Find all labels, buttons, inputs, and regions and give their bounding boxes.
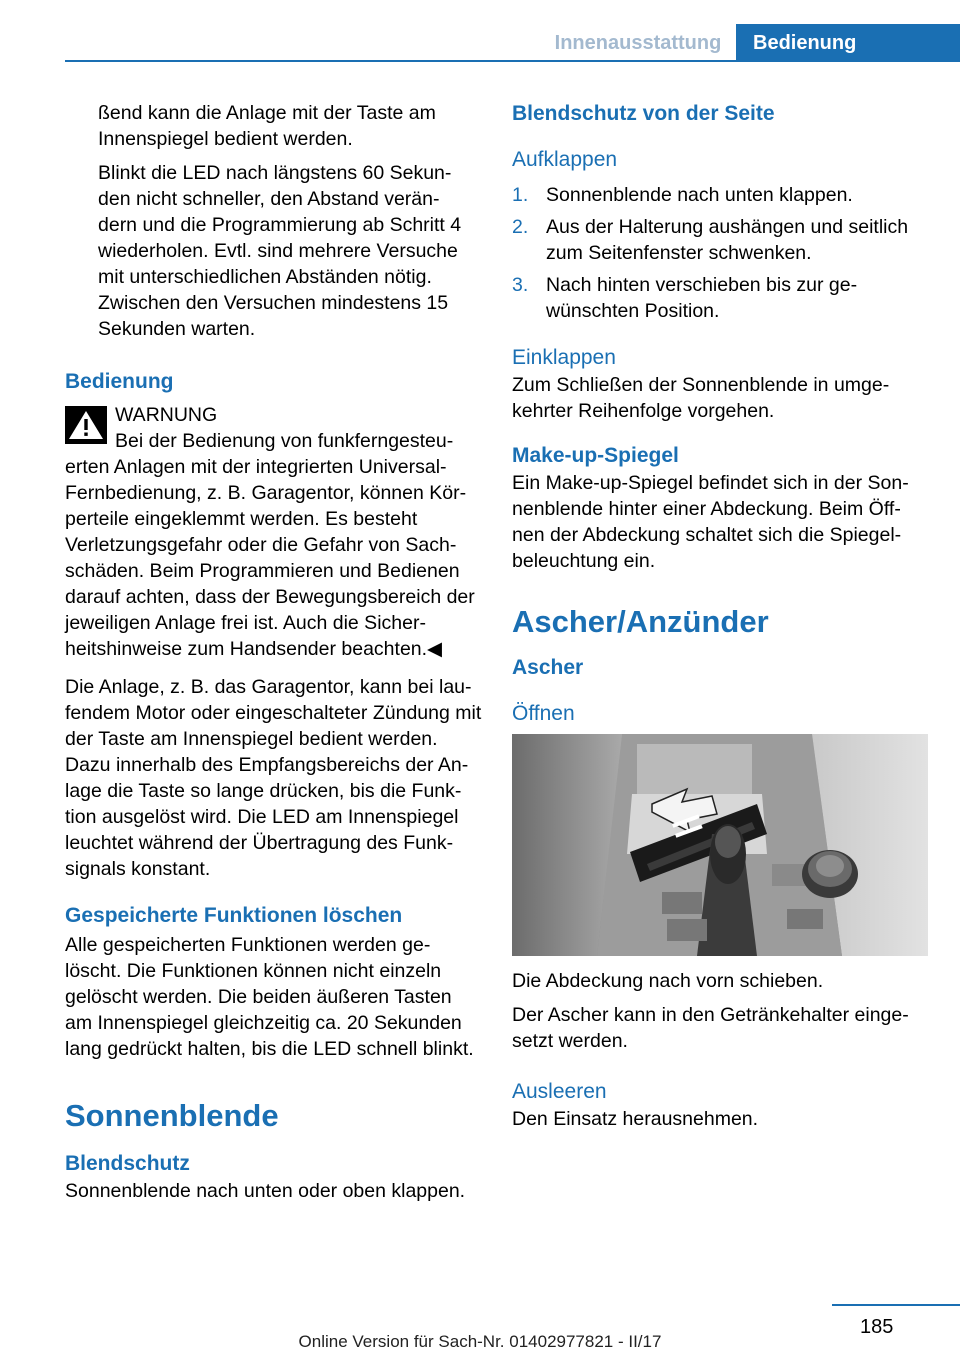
einklappen-paragraph: Zum Schließen der Sonnenblende in umge‐ kehrter Reihenfolge vorgehen.: [512, 374, 890, 422]
list-item: [512, 272, 932, 324]
footer-rule: [832, 1304, 960, 1306]
heading-einklappen: Einklappen: [512, 346, 616, 369]
photo-caption-2: Der Ascher kann in den Getränkehalter einge‐ setzt werden.: [512, 1004, 909, 1052]
heading-oeffnen: Öffnen: [512, 702, 575, 725]
heading-sonnenblende: Sonnenblende: [65, 1098, 279, 1133]
led-paragraph: Blinkt die LED nach längstens 60 Sekun‐ den nicht schneller, den Abstand verän‐ dern und die Programmierung ab Schritt 4 wiederholen. Evtl. sind mehrere Versuche mit unterschiedlichen Abständen nötig. Zwischen den Versuchen mindestens 15 Sekunden warten.: [98, 162, 462, 340]
right-column: [512, 100, 932, 1132]
page-number: 185: [860, 1316, 894, 1338]
steps-list: [512, 182, 932, 324]
step-text: Aus der Halterung aushängen und seitlich zum Seitenfenster schwenken.: [546, 216, 909, 264]
heading-funktionen-loeschen: Gespeicherte Funktionen löschen: [65, 904, 403, 927]
photo-caption-1: Die Abdeckung nach vorn schieben.: [512, 970, 824, 992]
header-section-tab[interactable]: Innenausstattung: [554, 32, 722, 54]
heading-aufklappen: Aufklappen: [512, 148, 618, 171]
header-rule: [65, 60, 960, 62]
header-active-tab[interactable]: Bedienung: [736, 24, 960, 62]
heading-ascher: Ascher: [512, 656, 584, 679]
heading-bedienung: Bedienung: [65, 370, 174, 393]
delete-paragraph: Alle gespeicherten Funktionen werden ge‐ löscht. Die Funktionen können nicht einzeln gelöscht werden. Die beiden äußeren Tasten am Innenspiegel gleichzeitig ca. 20 Sekunden lang gedrückt halten, bis die LED schnell blinkt.: [65, 934, 474, 1060]
heading-blendschutz: Blendschutz: [65, 1152, 190, 1175]
step-text: Sonnenblende nach unten klappen.: [546, 184, 853, 206]
operation-paragraph: Die Anlage, z. B. das Garagentor, kann bei lau‐ fendem Motor oder eingeschalteter Zündung mit der Taste am Innenspiegel bedient werden. Dazu innerhalb des Empfangsbereichs der An‐ lage die Taste so lange drücken, bis die Funk‐ tion ausgelöst wird. Die LED am Innenspiegel leuchtet während der Übertragung des Funk‐ signals konstant.: [65, 676, 482, 880]
blendschutz-paragraph: Sonnenblende nach unten oder oben klappen.: [65, 1180, 466, 1202]
ausleeren-paragraph: Den Einsatz herausnehmen.: [512, 1108, 759, 1130]
heading-makeup-spiegel: Make-up-Spiegel: [512, 444, 679, 467]
heading-ausleeren: Ausleeren: [512, 1080, 607, 1103]
left-column: [65, 100, 483, 1204]
warning-block: [65, 402, 483, 662]
heading-ascher-anzuender: Ascher/Anzünder: [512, 604, 769, 639]
warning-title: WARNUNG: [115, 404, 218, 426]
warning-text: Bei der Bedienung von funkferngesteu‐ erten Anlagen mit der integrierten Universal-Fernbedienung, z. B. Garagentor, können Kör‐ perteile eingeklemmt werden. Es besteht Verletzungsgefahr oder die Gefahr von Sach‐ schäden. Beim Programmieren und Bedienen darauf achten, dass der Bewegungsbereich der jeweiligen Anlage frei ist. Auch die Sicher‐ heitshinweise zum Handsender beachten.◀: [65, 430, 475, 660]
step-text: Nach hinten verschieben bis zur ge‐ wünschten Position.: [546, 274, 858, 322]
intro-paragraph: ßend kann die Anlage mit der Taste am Innenspiegel bedient werden.: [98, 102, 436, 150]
makeup-paragraph: Ein Make-up-Spiegel befindet sich in der Son‐ nenblende hinter einer Abdeckung. Beim Öff‐ nen der Abdeckung schaltet sich die Spiegel‐ beleuchtung ein.: [512, 472, 909, 572]
step-number: 1.: [512, 184, 529, 206]
list-item: [512, 182, 932, 208]
ashtray-console-photo: [512, 734, 928, 956]
step-number: 2.: [512, 216, 529, 238]
online-version-note: Online Version für Sach-Nr. 01402977821 - II/17: [298, 1332, 662, 1351]
warning-triangle-icon: [65, 406, 107, 444]
list-item: [512, 214, 932, 266]
step-number: 3.: [512, 274, 529, 296]
heading-blendschutz-seite: Blendschutz von der Seite: [512, 102, 775, 125]
